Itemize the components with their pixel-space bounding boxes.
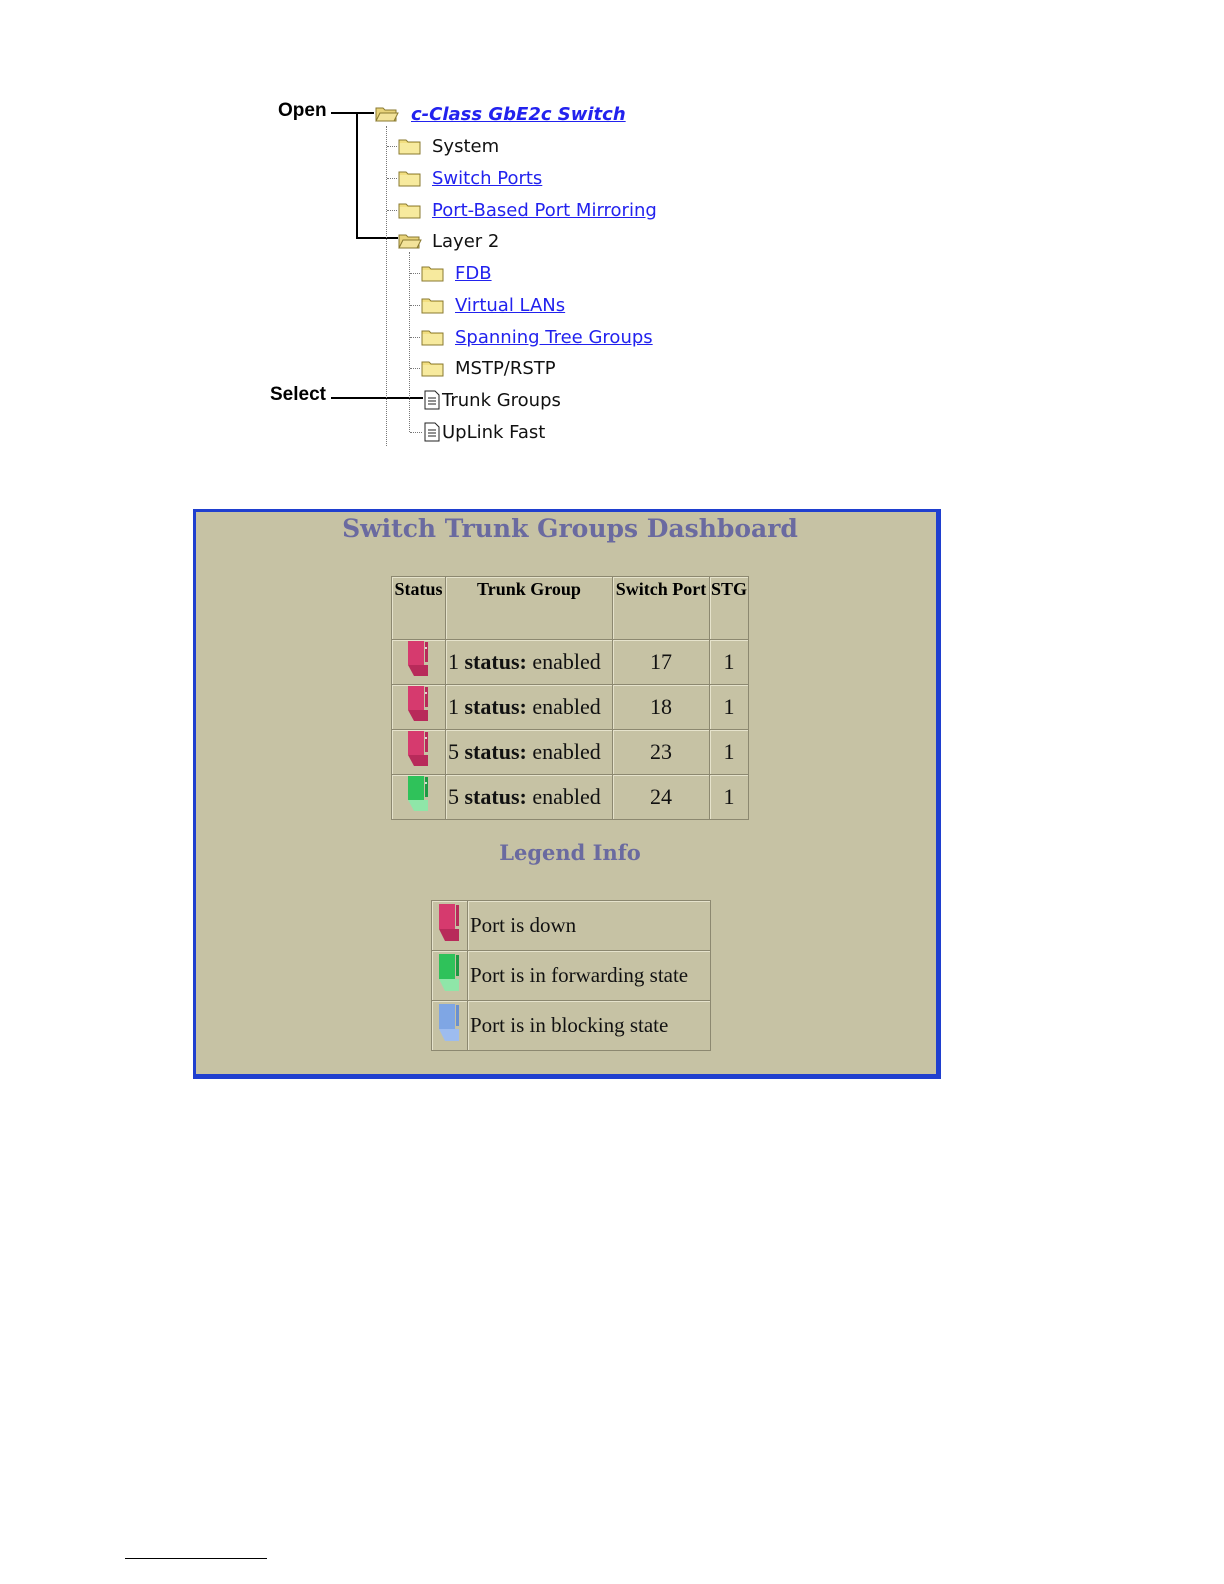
- column-header-stg: STG: [710, 577, 749, 640]
- switch-port-cell: 24: [613, 775, 710, 820]
- port-forwarding-icon: [436, 953, 464, 999]
- tree-item-trunk-groups[interactable]: [424, 388, 561, 412]
- tree-item-uplink-fast[interactable]: [424, 420, 545, 444]
- select-callout: Select: [270, 384, 326, 405]
- status-cell: [392, 685, 446, 730]
- trunk-group-number: 1: [448, 649, 459, 674]
- open-callout-line: [356, 112, 358, 239]
- tree-connector: [410, 273, 420, 274]
- tree-connector: [387, 146, 397, 147]
- tree-item-system[interactable]: [398, 134, 499, 158]
- stg-cell: 1: [710, 775, 749, 820]
- legend-text: Port is in forwarding state: [468, 951, 711, 1001]
- tree-item-label[interactable]: Spanning Tree Groups: [455, 326, 653, 348]
- tree-item-label[interactable]: Virtual LANs: [455, 294, 566, 316]
- tree-connector: [387, 178, 397, 179]
- tree-root-label[interactable]: c-Class GbE2c Switch: [411, 103, 626, 125]
- switch-port-cell: 18: [613, 685, 710, 730]
- table-row: [392, 730, 749, 775]
- tree-connector: [387, 210, 397, 211]
- tree-item-label[interactable]: Port-Based Port Mirroring: [432, 199, 657, 221]
- port-blocking-icon: [436, 1003, 464, 1049]
- port-down-icon: [405, 730, 433, 774]
- tree-item-label[interactable]: Switch Ports: [432, 167, 543, 189]
- tree-item-label: MSTP/RSTP: [455, 357, 556, 379]
- legend-table: [431, 900, 711, 1051]
- footnote-rule: [125, 1558, 267, 1559]
- column-header-switch-port: Switch Port: [613, 577, 710, 640]
- status-cell: [392, 775, 446, 820]
- folder-icon: [421, 264, 445, 282]
- legend-row: [432, 951, 711, 1001]
- folder-icon: [421, 296, 445, 314]
- folder-open-icon: [398, 232, 422, 250]
- table-row: [392, 685, 749, 730]
- tree-item-label: Layer 2: [432, 230, 500, 252]
- tree-item-port-mirroring[interactable]: [398, 198, 657, 222]
- folder-icon: [398, 201, 422, 219]
- status-value: enabled: [532, 649, 601, 674]
- legend-text: Port is down: [468, 901, 711, 951]
- tree-connector: [410, 432, 422, 433]
- tree-connector: [409, 252, 410, 432]
- stg-cell: 1: [710, 640, 749, 685]
- trunk-groups-table: [391, 576, 749, 820]
- folder-icon: [421, 328, 445, 346]
- status-label: status:: [464, 694, 527, 719]
- page-icon: [424, 390, 440, 410]
- open-callout-line: [331, 112, 374, 114]
- column-header-status: Status: [392, 577, 446, 640]
- trunk-group-number: 1: [448, 694, 459, 719]
- status-value: enabled: [532, 694, 601, 719]
- tree-connector: [386, 126, 387, 446]
- switch-port-cell: 23: [613, 730, 710, 775]
- legend-title: Legend Info: [499, 840, 641, 865]
- legend-icon-cell: [432, 901, 468, 951]
- port-down-icon: [405, 685, 433, 729]
- tree-item-spanning-tree-groups[interactable]: [421, 325, 653, 349]
- column-header-trunk-group: Trunk Group: [446, 577, 613, 640]
- trunk-groups-dashboard: [193, 509, 941, 1079]
- table-header-row: [392, 577, 749, 640]
- folder-icon: [398, 169, 422, 187]
- trunk-group-cell: [446, 640, 613, 685]
- legend-row: [432, 1001, 711, 1051]
- folder-open-icon: [375, 105, 399, 123]
- port-down-icon: [405, 640, 433, 684]
- table-row: [392, 640, 749, 685]
- status-label: status:: [464, 784, 527, 809]
- trunk-group-cell: [446, 685, 613, 730]
- tree-connector: [410, 368, 420, 369]
- switch-port-cell: 17: [613, 640, 710, 685]
- port-down-icon: [436, 903, 464, 949]
- open-callout-line: [356, 237, 398, 239]
- status-cell: [392, 640, 446, 685]
- stg-cell: 1: [710, 730, 749, 775]
- trunk-group-cell: [446, 775, 613, 820]
- tree-item-virtual-lans[interactable]: [421, 293, 565, 317]
- tree-root-switch[interactable]: [375, 102, 626, 126]
- stg-cell: 1: [710, 685, 749, 730]
- folder-icon: [421, 359, 445, 377]
- legend-text: Port is in blocking state: [468, 1001, 711, 1051]
- legend-icon-cell: [432, 951, 468, 1001]
- dashboard-title: Switch Trunk Groups Dashboard: [342, 514, 798, 543]
- open-callout: Open: [278, 100, 327, 121]
- tree-item-mstp-rstp[interactable]: [421, 356, 556, 380]
- status-cell: [392, 730, 446, 775]
- tree-connector: [410, 337, 420, 338]
- tree-connector: [410, 305, 420, 306]
- port-forwarding-icon: [405, 775, 433, 819]
- tree-item-label[interactable]: FDB: [455, 262, 492, 284]
- folder-icon: [398, 137, 422, 155]
- tree-item-label: System: [432, 135, 500, 157]
- trunk-group-cell: [446, 730, 613, 775]
- tree-item-switch-ports[interactable]: [398, 166, 542, 190]
- tree-item-layer-2[interactable]: [398, 229, 499, 253]
- status-value: enabled: [532, 739, 601, 764]
- tree-item-label: Trunk Groups: [442, 389, 561, 411]
- legend-row: [432, 901, 711, 951]
- status-value: enabled: [532, 784, 601, 809]
- table-row: [392, 775, 749, 820]
- trunk-group-number: 5: [448, 739, 459, 764]
- status-label: status:: [464, 739, 527, 764]
- status-label: status:: [464, 649, 527, 674]
- legend-icon-cell: [432, 1001, 468, 1051]
- trunk-group-number: 5: [448, 784, 459, 809]
- tree-item-label: UpLink Fast: [442, 421, 546, 443]
- page-icon: [424, 422, 440, 442]
- tree-item-fdb[interactable]: [421, 261, 492, 285]
